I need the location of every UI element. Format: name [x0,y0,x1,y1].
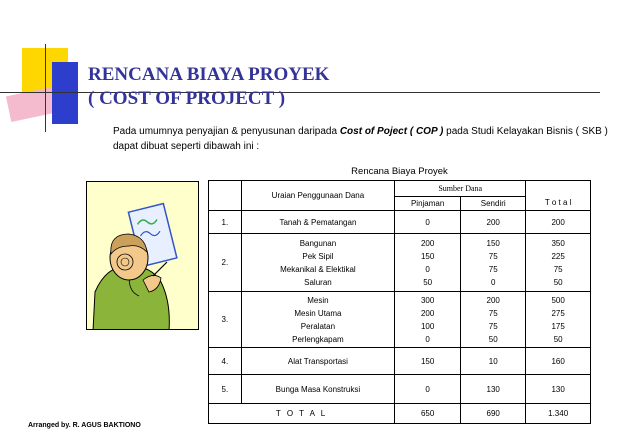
decor-vertical-line [45,44,46,132]
row-item: Bangunan [299,238,337,248]
cost-table [208,180,591,424]
row-item: Pek Sipil [302,251,334,261]
value: 50 [423,277,433,287]
value: 275 [551,308,565,318]
decor-blue-bar [52,62,78,124]
total-total: 1.340 [526,404,591,424]
table-total-row [209,404,591,424]
value: 50 [553,334,563,344]
row-items [241,375,394,404]
row-sendiri [461,211,526,234]
header-pinjaman: Pinjaman [395,197,461,211]
row-number: 5. [209,375,242,404]
row-total [526,234,591,292]
total-pinjaman: 650 [395,404,461,424]
row-pinjaman [395,292,461,348]
value: 75 [488,321,498,331]
intro-text-line2: dapat dibuat seperti dibawah ini : [113,141,260,152]
value: 0 [425,264,430,274]
value: 200 [420,238,435,248]
value: 130 [486,384,500,394]
row-total [526,292,591,348]
row-sendiri [461,375,526,404]
value: 200 [420,308,435,318]
row-number: 4. [209,348,242,375]
row-items [241,348,394,375]
footer-credit: Arranged by. R. AGUS BAKTIONO [28,422,141,429]
row-item: Alat Transportasi [287,356,348,366]
header-sumber-dana: Sumber Dana [395,181,526,197]
thinking-person-clipart [86,181,199,330]
value: 175 [551,321,565,331]
row-item: Tanah & Pematangan [279,217,357,227]
value: 75 [488,264,498,274]
row-item: Perlengkapam [292,334,344,344]
value: 200 [551,217,565,227]
row-sendiri [461,348,526,375]
row-item: Mesin Utama [294,308,342,318]
header-total: T o t a l [544,198,572,207]
value: 150 [486,238,500,248]
intro-text-start: Pada umumnya penyajian & penyusunan daripada [113,126,340,137]
value: 200 [486,217,500,227]
value: 75 [488,251,498,261]
table-row [209,211,591,234]
intro-text [113,124,623,154]
header-total-blank [526,181,591,211]
value: 150 [420,356,435,366]
row-pinjaman [395,234,461,292]
row-pinjaman [395,211,461,234]
intro-text-end: pada Studi Kelayakan Bisnis ( SKB ) [443,126,608,137]
value: 130 [551,384,565,394]
table-row [209,348,591,375]
value: 0 [490,277,496,287]
value: 75 [488,308,498,318]
row-total [526,211,591,234]
header-blank-cell [209,181,242,211]
value: 0 [425,217,430,227]
value: 500 [551,295,565,305]
value: 225 [551,251,565,261]
row-sendiri [461,292,526,348]
value: 50 [553,277,563,287]
value: 200 [486,295,500,305]
row-item: Mekanikal & Elektikal [280,264,356,274]
row-sendiri [461,234,526,292]
row-item: Mesin [307,295,329,305]
row-number: 1. [209,211,242,234]
total-sendiri: 690 [461,404,526,424]
intro-emphasis: Cost of Poject ( COP ) [339,126,444,137]
table-caption: Rencana Biaya Proyek [351,166,448,177]
row-items [241,292,394,348]
value: 150 [420,251,435,261]
value: 75 [553,264,563,274]
row-number: 3. [209,292,242,348]
row-item: Saluran [304,277,332,287]
row-total [526,348,591,375]
row-total [526,375,591,404]
value: 10 [488,356,498,366]
row-item: Peralatan [300,321,336,331]
value: 100 [420,321,435,331]
row-pinjaman [395,375,461,404]
row-items [241,211,394,234]
row-items [241,234,394,292]
value: 350 [551,238,565,248]
header-sendiri: Sendiri [461,197,526,211]
value: 0 [425,384,430,394]
value: 160 [551,356,565,366]
row-number: 2. [209,234,242,292]
row-pinjaman [395,348,461,375]
slide-title: RENCANA BIAYA PROYEK [88,64,330,85]
table-row [209,234,591,292]
value: 0 [425,334,430,344]
header-uraian: Uraian Penggunaan Dana [241,181,394,211]
value: 300 [420,295,435,305]
slide-subtitle: ( COST OF PROJECT ) [88,88,286,109]
table-row [209,292,591,348]
total-label: T O T A L [209,404,395,424]
value: 50 [488,334,498,344]
row-item: Bunga Masa Konstruksi [275,384,361,394]
table-row [209,375,591,404]
table-header-row [209,181,591,197]
